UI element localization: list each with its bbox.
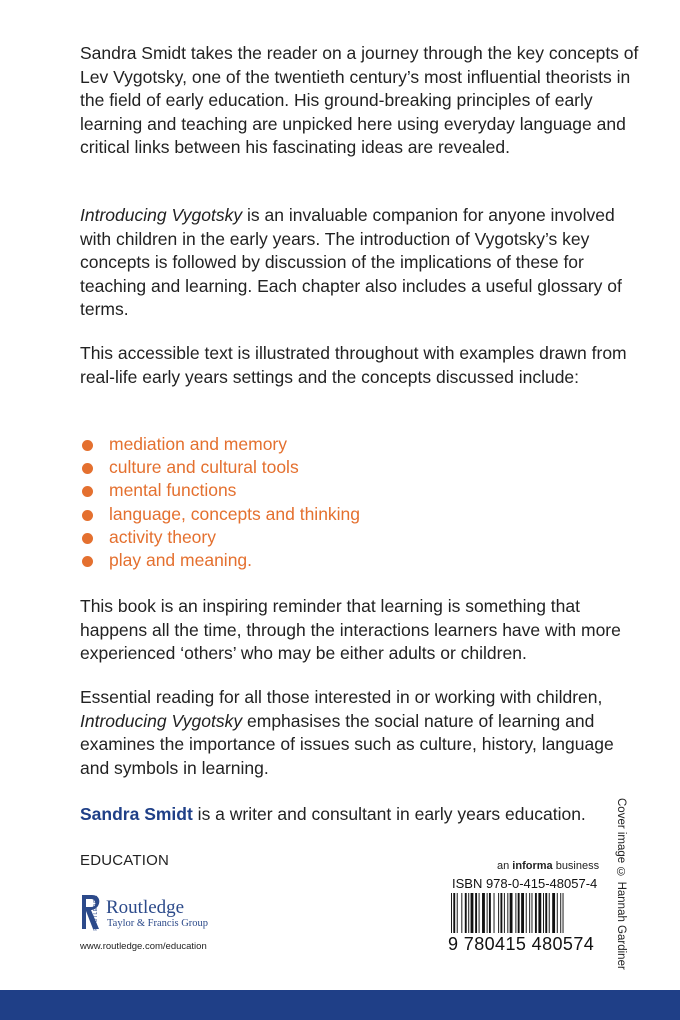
informa-brand: informa bbox=[512, 860, 553, 872]
list-item-label: language, concepts and thinking bbox=[109, 503, 361, 524]
barcode-bar bbox=[532, 893, 533, 933]
barcode-bar bbox=[475, 893, 477, 933]
bullet-dot-icon bbox=[82, 510, 93, 521]
cover-image-credit bbox=[603, 798, 643, 970]
barcode-bar bbox=[545, 893, 547, 933]
barcode-bar bbox=[563, 893, 564, 933]
barcode-bar bbox=[535, 893, 537, 933]
barcode-bar bbox=[453, 893, 455, 933]
author-bio-text: is a writer and consultant in early years education. bbox=[192, 804, 586, 824]
list-item-label: play and meaning. bbox=[109, 550, 253, 571]
informa-suffix: business bbox=[552, 860, 600, 872]
publisher-group: Taylor & Francis Group bbox=[107, 918, 209, 929]
barcode-bar bbox=[498, 893, 499, 933]
cover-credit-text: Cover image © Hannah Gardiner bbox=[615, 798, 627, 970]
barcode-bar bbox=[515, 893, 516, 933]
publisher-name: Routledge bbox=[106, 897, 185, 918]
isbn-label: ISBN 978-0-415-48057-4 bbox=[452, 876, 598, 891]
footer-color-band bbox=[0, 990, 680, 1020]
barcode-bar bbox=[489, 893, 491, 933]
blurb-paragraph-intro: Sandra Smidt takes the reader on a journey through the key concepts of Lev Vygotsky, one of the twentieth century’s most influential theorists in the field of early education. His ground-breaking principles of early learning and teaching are unpicked here using everyday language and critical links between his fascinating ideas are revealed. bbox=[80, 43, 639, 157]
barcode-bar bbox=[465, 893, 467, 933]
list-item bbox=[80, 479, 580, 502]
barcode-bar bbox=[543, 893, 544, 933]
list-item-label: activity theory bbox=[109, 526, 216, 547]
author-name: Sandra Smidt bbox=[80, 804, 193, 824]
publisher-website: www.routledge.com/education bbox=[80, 941, 207, 952]
barcode-bar bbox=[451, 893, 452, 933]
barcode-bar bbox=[521, 893, 524, 933]
informa-prefix: an bbox=[497, 860, 513, 872]
list-item bbox=[80, 503, 580, 526]
barcode-bar bbox=[468, 893, 469, 933]
barcode-bar bbox=[479, 893, 480, 933]
bullet-dot-icon bbox=[82, 440, 93, 451]
list-item bbox=[80, 433, 580, 456]
barcode-bar bbox=[526, 893, 527, 933]
barcode-bar bbox=[487, 893, 488, 933]
barcode-bar bbox=[560, 893, 561, 933]
essential-text-start: Essential reading for all those interested in or working with children, bbox=[80, 687, 603, 707]
subject-category: EDUCATION bbox=[80, 852, 170, 869]
book-title-inline: Introducing Vygotsky bbox=[80, 205, 243, 225]
list-item bbox=[80, 549, 580, 572]
barcode-bar bbox=[504, 893, 505, 933]
companion-text: is an invaluable companion for anyone involved with children in the early years. The introduction of Vygotsky’s key concepts is followed by discussion of the implications of these for teaching and learning. Each chapter also includes a useful glossary of terms. bbox=[80, 205, 622, 319]
barcode-bar bbox=[518, 893, 520, 933]
barcode-bar bbox=[529, 893, 530, 933]
list-item-label: mediation and memory bbox=[109, 434, 287, 454]
essential-text-end: emphasises the social nature of learning and examines the importance of issues such as culture, history, language and symbols in learning. bbox=[80, 710, 614, 778]
bullet-dot-icon bbox=[82, 463, 93, 474]
bullet-dot-icon bbox=[82, 556, 93, 567]
list-item-label: culture and cultural tools bbox=[109, 457, 299, 478]
bullet-dot-icon bbox=[82, 533, 93, 544]
concepts-list bbox=[80, 433, 580, 572]
barcode-digits: 9 780415 480574 bbox=[448, 934, 595, 954]
list-item bbox=[80, 456, 580, 479]
barcode-bar bbox=[494, 893, 495, 933]
blurb-paragraph-reminder: This book is an inspiring reminder that learning is something that happens all the time, through the interactions learners have with more experienced ‘others’ who may be either adults or children. bbox=[80, 596, 621, 663]
barcode-bar bbox=[549, 893, 550, 933]
book-title-inline: Introducing Vygotsky bbox=[80, 710, 243, 731]
barcode-bar bbox=[510, 893, 513, 933]
barcode-bar bbox=[552, 893, 555, 933]
routledge-logo bbox=[80, 893, 300, 933]
barcode-bar bbox=[538, 893, 541, 933]
blurb-paragraph-companion bbox=[80, 204, 640, 322]
blurb-paragraph-concepts-intro: This accessible text is illustrated throughout with examples drawn from real-life early years settings and the concepts discussed include: bbox=[80, 343, 627, 387]
list-item-label: mental functions bbox=[109, 480, 237, 501]
barcode-bar bbox=[507, 893, 508, 933]
barcode-bar bbox=[461, 893, 462, 933]
routledge-vertical-mark: ROUTLEDGE bbox=[93, 895, 99, 931]
barcode-bar bbox=[557, 893, 558, 933]
barcode-bar bbox=[482, 893, 485, 933]
barcode-bar bbox=[471, 893, 474, 933]
barcode-bar bbox=[500, 893, 502, 933]
list-item bbox=[80, 526, 580, 549]
informa-tagline bbox=[497, 860, 599, 872]
barcode-icon bbox=[450, 893, 600, 939]
author-bio bbox=[80, 803, 640, 827]
barcode-bar bbox=[457, 893, 458, 933]
bullet-dot-icon bbox=[82, 486, 93, 497]
blurb-paragraph-essential bbox=[80, 686, 640, 780]
